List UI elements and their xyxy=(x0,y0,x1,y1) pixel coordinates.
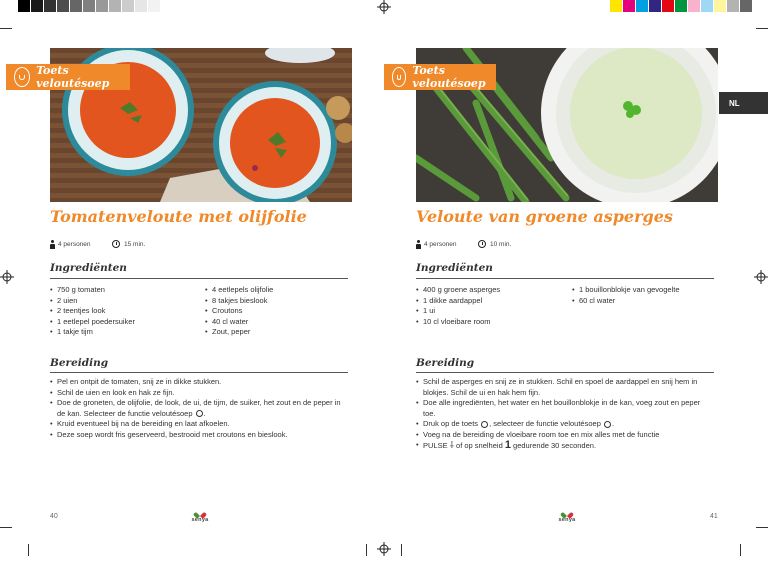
divider xyxy=(50,278,348,279)
grayscale-bar xyxy=(18,0,161,12)
step: • Doe de groneten, de olijfolie, de look, de ui, de tijm, de suiker, het zout en de peper in de kan. Selecteer de functie veloutésoep . xyxy=(50,398,350,419)
step: • Kruid eventueel bij na de bereiding en laat afkoelen. xyxy=(50,419,350,430)
crop-mark xyxy=(756,28,768,29)
preparation-heading: Bereiding xyxy=(50,357,109,369)
preparation-steps xyxy=(50,377,350,440)
prep-time: 10 min. xyxy=(478,240,511,248)
ingredients-list-left xyxy=(416,285,566,327)
list-item: • 40 cl water xyxy=(205,317,345,328)
crop-mark xyxy=(0,28,12,29)
pulse-line: • PULSE ⸸ of op snelheid 1 gedurende 30 seconden. xyxy=(416,440,714,452)
list-item: • 8 takjes bieslook xyxy=(205,296,345,307)
soup-bowl-icon xyxy=(14,67,30,87)
divider xyxy=(50,372,348,373)
registration-mark-right xyxy=(754,270,768,284)
speed-number: 1 xyxy=(504,439,511,451)
clock-icon xyxy=(112,240,120,248)
servings: 4 personen xyxy=(50,240,91,249)
color-bar xyxy=(610,0,753,12)
list-item: • 1 ui xyxy=(416,306,566,317)
recipe-title: Tomatenveloute met olijfolie xyxy=(50,207,307,226)
list-item: • 1 dikke aardappel xyxy=(416,296,566,307)
list-item: • 4 eetlepels olijfolie xyxy=(205,285,345,296)
preparation-heading: Bereiding xyxy=(416,357,475,369)
step: • Voeg na de bereiding de vloeibare room toe en mix alles met de functie xyxy=(416,430,714,441)
step: • Schil de uien en look en hak ze fijn. xyxy=(50,388,350,399)
person-icon xyxy=(416,240,421,249)
crop-mark xyxy=(28,544,29,556)
clock-icon xyxy=(478,240,486,248)
heart-icon xyxy=(563,510,571,516)
crop-mark xyxy=(756,527,768,528)
person-icon xyxy=(50,240,55,249)
list-item: • Croutons xyxy=(205,306,345,317)
senya-logo: senya xyxy=(188,510,212,523)
soup-button-tab xyxy=(6,64,130,90)
crop-mark xyxy=(740,544,741,556)
soup-function-icon xyxy=(604,421,611,428)
recipe-title: Veloute van groene asperges xyxy=(416,207,673,226)
heart-icon xyxy=(196,510,204,516)
divider xyxy=(416,372,714,373)
tab-label: Toets veloutésoep xyxy=(412,64,486,90)
ingredients-heading: Ingrediënten xyxy=(416,262,493,274)
list-item: • 400 g groene asperges xyxy=(416,285,566,296)
page-number: 41 xyxy=(710,513,718,520)
soup-button-tab xyxy=(384,64,496,90)
list-item: • 1 takje tijm xyxy=(50,327,200,338)
list-item: • 60 cl water xyxy=(572,296,718,307)
registration-mark-top xyxy=(377,0,391,14)
list-item: • Zout, peper xyxy=(205,327,345,338)
page-number: 40 xyxy=(50,513,58,520)
soup-function-icon xyxy=(196,410,203,417)
list-item: • 750 g tomaten xyxy=(50,285,200,296)
step: • Druk op de toets , selecteer de functie veloutésoep . xyxy=(416,419,714,430)
ingredients-heading: Ingrediënten xyxy=(50,262,127,274)
ingredients-list-left xyxy=(50,285,200,338)
step: • Deze soep wordt fris geserveerd, bestrooid met croutons en bieslook. xyxy=(50,430,350,441)
ingredients-list-right xyxy=(205,285,345,338)
crop-mark xyxy=(366,544,367,556)
language-tab: NL xyxy=(719,92,768,114)
pulse-icon: ⸸ xyxy=(449,440,454,450)
crop-mark xyxy=(0,527,12,528)
step: • Schil de asperges en snij ze in stukken. Schil en spoel de aardappel en snij hem in blokjes. Schil de ui en hak hem fijn. xyxy=(416,377,714,398)
tab-label: Toets veloutésoep xyxy=(36,64,110,90)
list-item: • 10 cl vloeibare room xyxy=(416,317,566,328)
registration-mark-left xyxy=(0,270,14,284)
list-item: • 2 uien xyxy=(50,296,200,307)
ingredients-list-right xyxy=(572,285,718,306)
step: • Pel en ontpit de tomaten, snij ze in dikke stukken. xyxy=(50,377,350,388)
senya-logo: senya xyxy=(555,510,579,523)
list-item: • 1 bouillonblokje van gevogelte xyxy=(572,285,718,296)
list-item: • 2 teentjes look xyxy=(50,306,200,317)
preparation-steps xyxy=(416,377,714,452)
servings: 4 personen xyxy=(416,240,457,249)
registration-mark-bottom xyxy=(377,542,391,556)
prep-time: 15 min. xyxy=(112,240,145,248)
step: • Doe alle ingrediënten, het water en het bouillonblokje in de kan, voeg zout en peper toe. xyxy=(416,398,714,419)
divider xyxy=(416,278,714,279)
crop-mark xyxy=(401,544,402,556)
button-icon xyxy=(481,421,488,428)
list-item: • 1 eetlepel poedersuiker xyxy=(50,317,200,328)
soup-bowl-icon xyxy=(392,67,406,87)
